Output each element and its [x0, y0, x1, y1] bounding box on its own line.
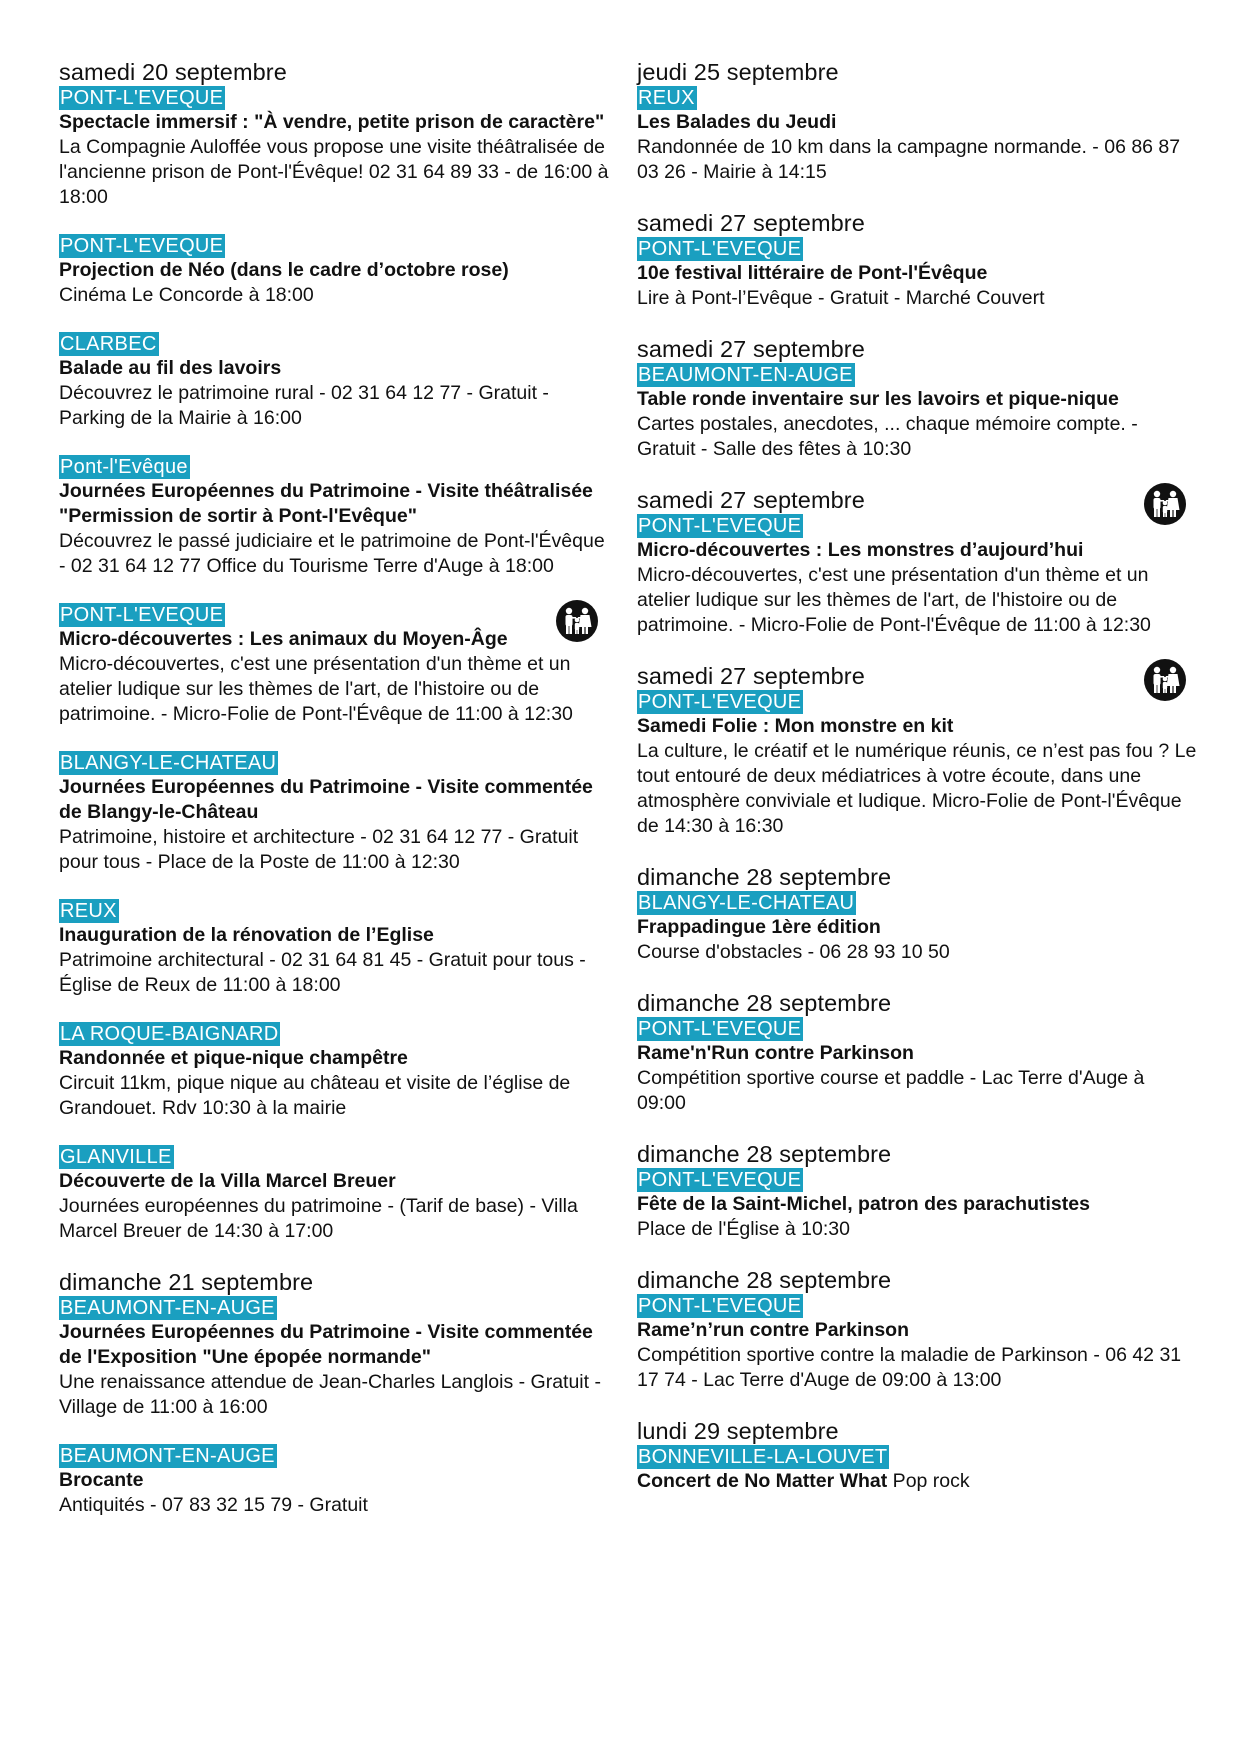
event-date: lundi 29 septembre [637, 1418, 839, 1444]
event-item [637, 989, 1197, 1116]
event-title: Table ronde inventaire sur les lavoirs et pique-nique [637, 388, 1119, 410]
event-location: CLARBEC [60, 333, 157, 355]
event-title: Inauguration de la rénovation de l’Eglise [59, 924, 434, 946]
event-location: PONT-L'EVEQUE [638, 691, 802, 713]
event-title: Balade au fil des lavoirs [59, 357, 282, 379]
event-title: Fête de la Saint-Michel, patron des parachutistes [637, 1193, 1090, 1215]
event-description: Cartes postales, anecdotes, ... chaque mémoire compte. - Gratuit - Salle des fêtes à 10:30 [637, 413, 1138, 460]
right-column [637, 58, 1197, 1518]
event-item [59, 1444, 609, 1518]
family-icon [1143, 658, 1187, 702]
event-location: REUX [638, 87, 695, 109]
event-date: dimanche 28 septembre [637, 990, 892, 1016]
event-date: dimanche 21 septembre [59, 1269, 314, 1295]
event-description: Micro-découvertes, c'est une présentation d'un thème et un atelier ludique sur les thèmes de l'art, de l'histoire ou de patrimoine. - Micro-Folie de Pont-l'Évêque de 11:00 à 12:30 [59, 653, 573, 725]
event-description: Journées européennes du patrimoine - (Tarif de base) - Villa Marcel Breuer de 14:30 à 17:00 [59, 1195, 578, 1242]
event-location: BONNEVILLE-LA-LOUVET [638, 1446, 888, 1468]
event-location: PONT-L'EVEQUE [638, 1295, 802, 1317]
event-item [59, 58, 609, 210]
event-date: dimanche 28 septembre [637, 864, 892, 890]
event-location: BEAUMONT-EN-AUGE [638, 364, 853, 386]
event-item [637, 486, 1197, 638]
event-description: Compétition sportive course et paddle - Lac Terre d'Auge à 09:00 [637, 1067, 1145, 1114]
event-item [59, 332, 609, 431]
event-description: La Compagnie Auloffée vous propose une visite théâtralisée de l'ancienne prison de Pont-l'Évêque! 02 31 64 89 33 - de 16:00 à 18:00 [59, 136, 609, 208]
event-description: Circuit 11km, pique nique au château et visite de l’église de Grandouet. Rdv 10:30 à la mairie [59, 1072, 571, 1119]
event-item [637, 1266, 1197, 1393]
event-title: Découverte de la Villa Marcel Breuer [59, 1170, 396, 1192]
event-location: PONT-L'EVEQUE [638, 238, 802, 260]
event-item [59, 751, 609, 875]
event-title: Spectacle immersif : "À vendre, petite prison de caractère" [59, 111, 605, 133]
event-description: Patrimoine architectural - 02 31 64 81 45 - Gratuit pour tous - Église de Reux de 11:00 à 18:00 [59, 949, 586, 996]
event-item [637, 863, 1197, 965]
event-item [637, 662, 1197, 839]
event-location: REUX [60, 900, 117, 922]
event-location: PONT-L'EVEQUE [60, 87, 224, 109]
event-title: Les Balades du Jeudi [637, 111, 837, 133]
event-title: Randonnée et pique-nique champêtre [59, 1047, 408, 1069]
event-location: BLANGY-LE-CHATEAU [638, 892, 855, 914]
event-date: samedi 20 septembre [59, 59, 287, 85]
event-item [59, 1268, 609, 1420]
event-title: Brocante [59, 1469, 144, 1491]
event-description: Lire à Pont-l’Evêque - Gratuit - Marché Couvert [637, 287, 1045, 309]
event-description: Micro-découvertes, c'est une présentation d'un thème et un atelier ludique sur les thèmes de l'art, de l'histoire ou de patrimoine. - Micro-Folie de Pont-l'Évêque de 11:00 à 12:30 [637, 564, 1151, 636]
event-item [59, 455, 609, 579]
event-title: Frappadingue 1ère édition [637, 916, 881, 938]
event-date: samedi 27 septembre [637, 336, 865, 362]
event-location: GLANVILLE [60, 1146, 172, 1168]
event-item [637, 209, 1197, 311]
event-title: Micro-découvertes : Les animaux du Moyen-Âge [59, 628, 508, 650]
event-date: samedi 27 septembre [637, 487, 865, 513]
event-item [59, 234, 609, 308]
event-location: LA ROQUE-BAIGNARD [60, 1023, 279, 1045]
event-date: jeudi 25 septembre [637, 59, 839, 85]
event-title: Micro-découvertes : Les monstres d’aujourd’hui [637, 539, 1084, 561]
event-title-extra: Pop rock [887, 1470, 970, 1492]
family-icon [555, 599, 599, 643]
event-description: Randonnée de 10 km dans la campagne normande. - 06 86 87 03 26 - Mairie à 14:15 [637, 136, 1181, 183]
event-description: Antiquités - 07 83 32 15 79 - Gratuit [59, 1494, 368, 1516]
event-description: Une renaissance attendue de Jean-Charles Langlois - Gratuit - Village de 11:00 à 16:00 [59, 1371, 601, 1418]
event-title: Rame’n’run contre Parkinson [637, 1319, 909, 1341]
event-location: PONT-L'EVEQUE [638, 1169, 802, 1191]
event-description: La culture, le créatif et le numérique réunis, ce n’est pas fou ? Le tout entouré de deux médiatrices à votre écoute, dans une atmosphère conviviale et ludique. Micro-Folie de Pont-l'Évêque de 14:30 à 16:30 [637, 740, 1197, 837]
event-title: 10e festival littéraire de Pont-l'Évêque [637, 262, 988, 284]
event-location: BEAUMONT-EN-AUGE [60, 1297, 275, 1319]
left-column [59, 58, 609, 1542]
event-date: samedi 27 septembre [637, 210, 865, 236]
event-description: Découvrez le patrimoine rural - 02 31 64 12 77 - Gratuit - Parking de la Mairie à 16:00 [59, 382, 549, 429]
family-icon [1143, 482, 1187, 526]
event-title: Projection de Néo (dans le cadre d’octobre rose) [59, 259, 509, 281]
event-item [59, 899, 609, 998]
event-title: Rame'n'Run contre Parkinson [637, 1042, 914, 1064]
event-title: Journées Européennes du Patrimoine - Visite théâtralisée "Permission de sortir à Pont-l'Evêque" [59, 480, 593, 527]
event-date: samedi 27 septembre [637, 663, 865, 689]
event-description: Place de l'Église à 10:30 [637, 1218, 850, 1240]
event-location: BEAUMONT-EN-AUGE [60, 1445, 275, 1467]
event-title: Samedi Folie : Mon monstre en kit [637, 715, 954, 737]
event-title: Concert de No Matter What Pop rock [637, 1470, 970, 1492]
event-description: Patrimoine, histoire et architecture - 02 31 64 12 77 - Gratuit pour tous - Place de la Poste de 11:00 à 12:30 [59, 826, 579, 873]
event-location: PONT-L'EVEQUE [638, 1018, 802, 1040]
event-title: Journées Européennes du Patrimoine - Visite commentée de l'Exposition "Une épopée normande" [59, 1321, 593, 1368]
event-date: dimanche 28 septembre [637, 1267, 892, 1293]
event-title: Journées Européennes du Patrimoine - Visite commentée de Blangy-le-Château [59, 776, 593, 823]
event-item [637, 58, 1197, 185]
event-item [637, 1140, 1197, 1242]
event-location: Pont-l'Evêque [60, 456, 188, 478]
event-location: PONT-L'EVEQUE [60, 235, 224, 257]
event-description: Découvrez le passé judiciaire et le patrimoine de Pont-l'Évêque - 02 31 64 12 77 Office du Tourisme Terre d'Auge à 18:00 [59, 530, 605, 577]
event-description: Compétition sportive contre la maladie de Parkinson - 06 42 31 17 74 - Lac Terre d'Auge de 09:00 à 13:00 [637, 1344, 1182, 1391]
event-description: Cinéma Le Concorde à 18:00 [59, 284, 314, 306]
event-location: PONT-L'EVEQUE [60, 604, 224, 626]
event-date: dimanche 28 septembre [637, 1141, 892, 1167]
event-description: Course d'obstacles - 06 28 93 10 50 [637, 941, 950, 963]
event-item [637, 335, 1197, 462]
event-item [59, 1145, 609, 1244]
event-item [59, 603, 609, 727]
event-location: BLANGY-LE-CHATEAU [60, 752, 277, 774]
event-item [59, 1022, 609, 1121]
event-location: PONT-L'EVEQUE [638, 515, 802, 537]
event-item [637, 1417, 1197, 1494]
